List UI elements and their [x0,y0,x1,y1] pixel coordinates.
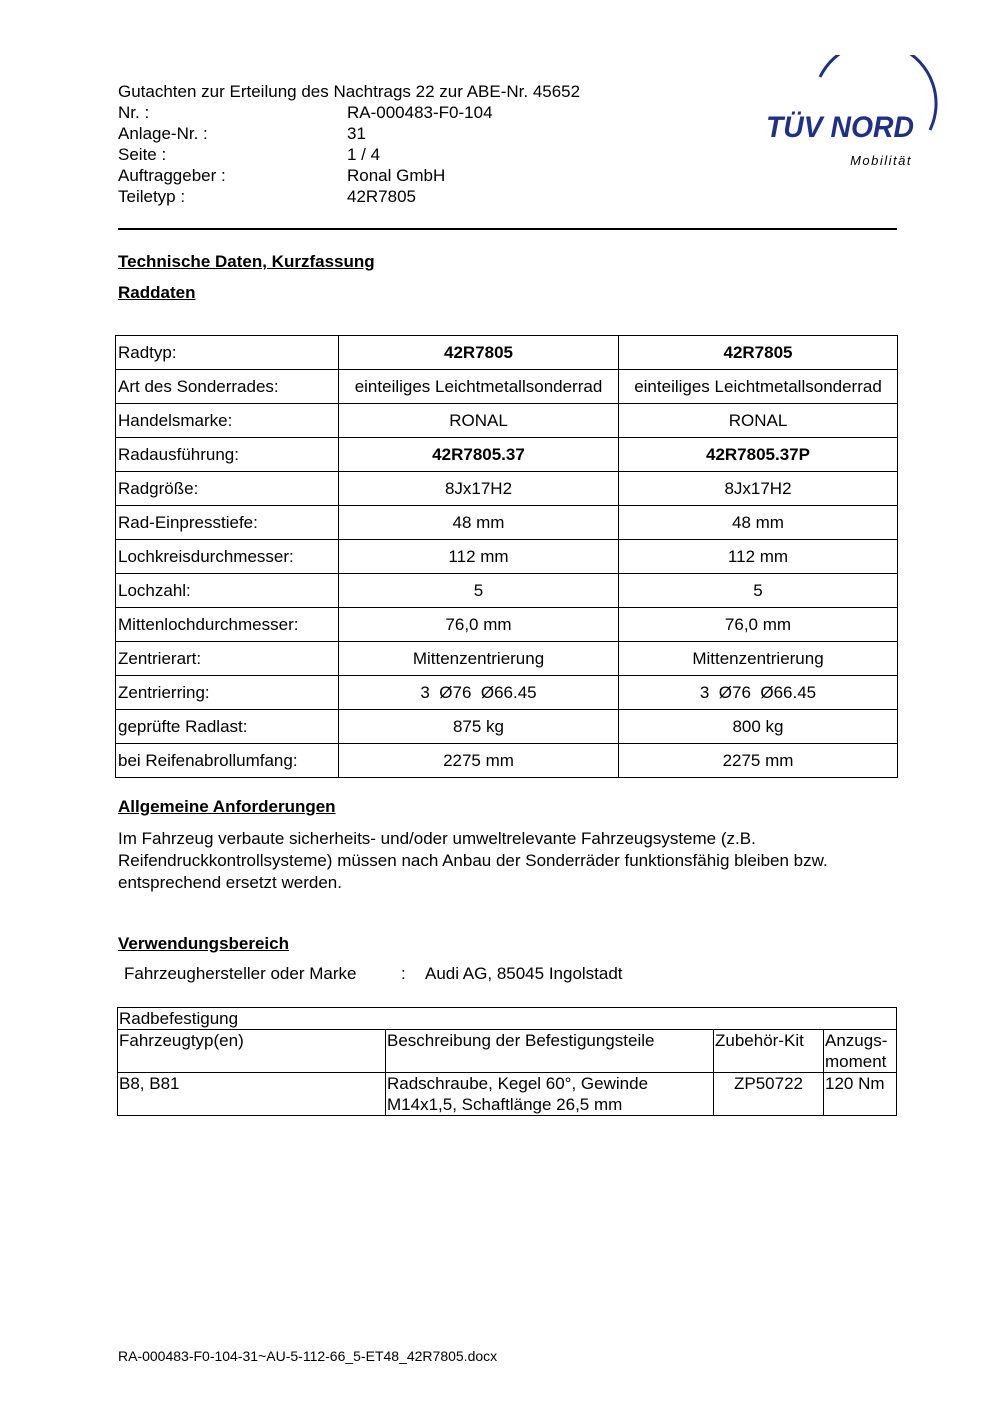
hersteller-label: Fahrzeughersteller oder Marke [124,964,357,983]
table-row [116,506,898,540]
hersteller-value: Audi AG, 85045 Ingolstadt [425,964,623,983]
row-value-2: 42R7805.37P [619,438,898,472]
table-row [116,336,898,370]
header-label: Nr. : [118,103,150,122]
row-value-1: 112 mm [339,540,619,574]
row-label: Radausführung: [116,438,339,472]
table-row [116,744,898,778]
cell-fahrzeugtyp: B8, B81 [118,1073,386,1116]
row-label: Handelsmarke: [116,404,339,438]
header-divider [118,228,897,230]
header-row-anlage [118,123,366,144]
row-label: Lochkreisdurchmesser: [116,540,339,574]
row-value-1: 875 kg [339,710,619,744]
row-label: Zentrierart: [116,642,339,676]
header-value: Ronal GmbH [347,166,446,185]
footer-filename: RA-000483-F0-104-31~AU-5-112-66_5-ET48_42R7805.docx [118,1348,498,1364]
table-row [116,472,898,506]
row-value-2: 2275 mm [619,744,898,778]
column-header-zubehoer-kit: Zubehör-Kit [714,1030,824,1073]
row-label: Radgröße: [116,472,339,506]
row-value-1: einteiliges Leichtmetallsonderrad [339,370,619,404]
header-row-teiletyp [118,186,416,207]
raddaten-table [115,335,898,778]
row-value-1: 8Jx17H2 [339,472,619,506]
row-value-2: 112 mm [619,540,898,574]
row-value-2: 8Jx17H2 [619,472,898,506]
table-row [116,642,898,676]
row-label: Mittenlochdurchmesser: [116,608,339,642]
row-label: Lochzahl: [116,574,339,608]
row-label: Zentrierring: [116,676,339,710]
table-row [116,438,898,472]
header-label: Auftraggeber : [118,166,226,185]
table-row [116,608,898,642]
row-value-1: RONAL [339,404,619,438]
table-title: Radbefestigung [118,1008,897,1030]
header-label: Teiletyp : [118,187,186,206]
row-value-1: 48 mm [339,506,619,540]
column-header-anzugsmoment [824,1030,897,1073]
paragraph-line: Im Fahrzeug verbaute sicherheits- und/oder umweltrelevante Fahrzeugsysteme (z.B. [118,829,756,848]
header-row-auftraggeber [118,165,445,186]
radbefestigung-table [117,1007,897,1116]
header-value: RA-000483-F0-104 [347,103,493,122]
row-label: Art des Sonderrades: [116,370,339,404]
header-line: Anzugs- [825,1031,888,1050]
document-title: Gutachten zur Erteilung des Nachtrags 22 zur ABE-Nr. 45652 [118,82,581,101]
section-heading-technical: Technische Daten, Kurzfassung [118,252,375,271]
table-row [118,1008,897,1030]
table-header-row [118,1030,897,1073]
section-heading-allgemein: Allgemeine Anforderungen [118,797,336,816]
header-value: 31 [347,124,366,143]
header-row-seite [118,144,380,165]
row-value-1: 42R7805.37 [339,438,619,472]
cell-line: M14x1,5, Schaftlänge 26,5 mm [387,1095,623,1114]
row-value-1: 76,0 mm [339,608,619,642]
header-value: 42R7805 [347,187,417,206]
cell-zubehoer-kit: ZP50722 [714,1073,824,1116]
table-row [116,370,898,404]
row-label: geprüfte Radlast: [116,710,339,744]
table-row [118,1073,897,1116]
column-header-beschreibung: Beschreibung der Befestigungsteile [386,1030,714,1073]
header-label: Anlage-Nr. : [118,124,208,143]
logo-subtitle: Mobilität [850,153,912,168]
hersteller-separator: : [401,964,406,983]
paragraph-line: Reifendruckkontrollsysteme) müssen nach Anbau der Sonderräder funktionsfähig bleiben bzw. [118,851,828,870]
table-row [116,676,898,710]
row-value-2: RONAL [619,404,898,438]
row-value-2: 76,0 mm [619,608,898,642]
row-value-2: 42R7805 [619,336,898,370]
cell-beschreibung [386,1073,714,1116]
row-value-2: 800 kg [619,710,898,744]
row-value-1: 2275 mm [339,744,619,778]
header-line: moment [825,1052,887,1071]
row-label: Radtyp: [116,336,339,370]
row-label: bei Reifenabrollumfang: [116,744,339,778]
table-row [116,574,898,608]
row-value-2: 48 mm [619,506,898,540]
header-row-nr [118,102,493,123]
row-value-1: 5 [339,574,619,608]
row-label: Rad-Einpresstiefe: [116,506,339,540]
table-row [116,540,898,574]
row-value-2: 3 Ø76 Ø66.45 [619,676,898,710]
row-value-2: Mittenzentrierung [619,642,898,676]
section-heading-raddaten: Raddaten [118,283,196,302]
row-value-1: 42R7805 [339,336,619,370]
cell-line: Radschraube, Kegel 60°, Gewinde [387,1074,649,1093]
header-value: 1 / 4 [347,145,381,164]
paragraph-line: entsprechend ersetzt werden. [118,873,342,892]
row-value-1: Mittenzentrierung [339,642,619,676]
row-value-1: 3 Ø76 Ø66.45 [339,676,619,710]
section-heading-verwendung: Verwendungsbereich [118,934,289,953]
row-value-2: einteiliges Leichtmetallsonderrad [619,370,898,404]
allgemein-paragraph [118,828,908,894]
table-row [116,404,898,438]
header-label: Seite : [118,145,167,164]
tuv-nord-logo [760,55,945,175]
cell-anzugsmoment: 120 Nm [824,1073,897,1116]
table-row [116,710,898,744]
logo-text: TÜV NORD [766,111,914,144]
row-value-2: 5 [619,574,898,608]
column-header-fahrzeugtyp: Fahrzeugtyp(en) [118,1030,386,1073]
